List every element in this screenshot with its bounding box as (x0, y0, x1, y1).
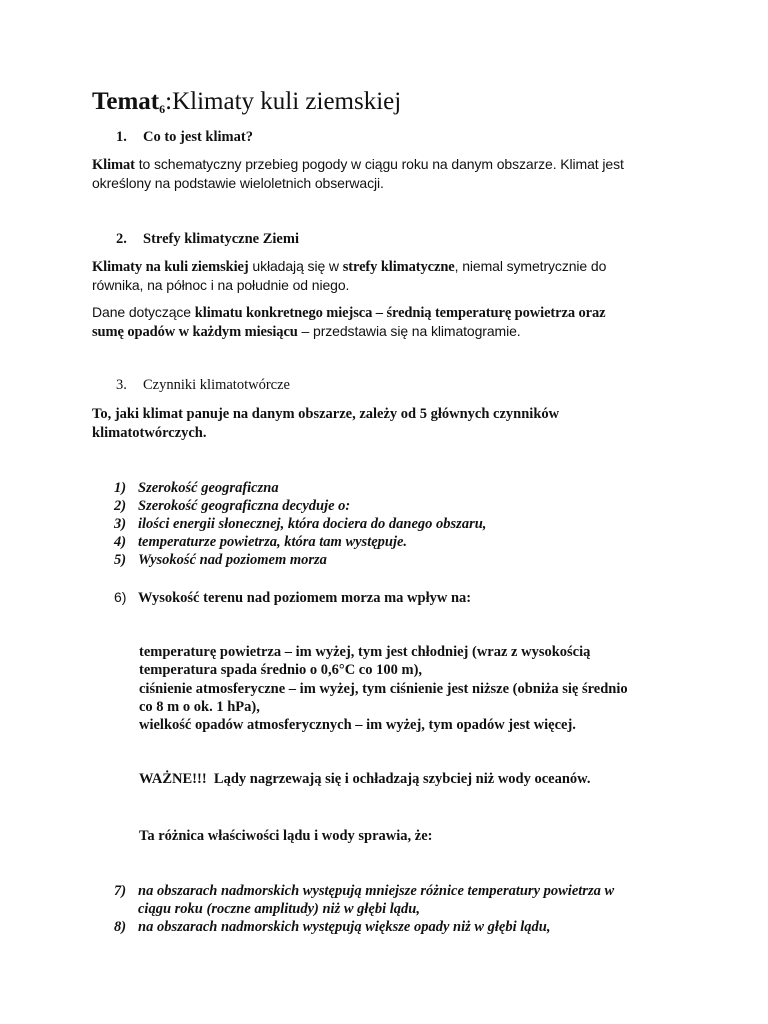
section-1-heading (116, 128, 253, 146)
text-fragment: – przedstawia się na klimatogramie. (297, 323, 521, 339)
page-title (92, 86, 401, 118)
precipitation-term: sumę opadów w każdym miesiącu (92, 324, 298, 340)
important-note: WAŻNE!!! Lądy nagrzewają się i ochładzają szybciej niż wody oceanów. (139, 771, 591, 787)
list-item (114, 551, 327, 569)
section-2-paragraph-1-line-1 (92, 257, 606, 276)
title-subscript: 6 (159, 102, 166, 116)
effect-line: ciśnienie atmosferyczne – im wyżej, tym ciśnienie jest niższe (obniża się średnio (139, 681, 628, 697)
section-2-paragraph-2-line-1 (92, 303, 605, 322)
list-item-text: Wysokość nad poziomem morza (138, 552, 327, 568)
list-item-continuation: ciągu roku (roczne amplitudy) niż w głębi lądu, (138, 901, 420, 917)
list-item-number: 6) (114, 589, 127, 605)
climate-zones-term: strefy klimatyczne (342, 259, 455, 275)
list-item (114, 882, 614, 900)
klimat-definition: to schematyczny przebieg pogody w ciągu roku na danym obszarze. Klimat jest (134, 156, 624, 172)
effect-line: wielkość opadów atmosferycznych – im wyżej, tym opadów jest więcej. (139, 717, 576, 733)
climate-place-term: klimatu konkretnego miejsca – średnią temperaturę powietrza oraz (194, 305, 606, 321)
list-item-text: na obszarach nadmorskich występują większe opady niż w głębi lądu, (138, 919, 551, 935)
section-2-paragraph-1-line-2: równika, na północ i na południe od niego. (92, 277, 350, 293)
list-item-text: na obszarach nadmorskich występują mniejsze różnice temperatury powietrza w (138, 883, 615, 899)
section-3-intro-line-2: klimatotwórczych. (92, 425, 207, 441)
list-item-6 (114, 588, 471, 607)
list-item-text: temperaturze powietrza, która tam występuje. (138, 534, 408, 550)
section-3-title: Czynniki klimatotwórcze (143, 377, 290, 393)
text-fragment: , niemal symetrycznie do (454, 258, 607, 274)
list-item-number: 4) (114, 534, 127, 550)
difference-statement: Ta różnica właściwości lądu i wody sprawia, że: (139, 828, 433, 844)
section-2-paragraph-2-line-2 (92, 322, 521, 341)
section-2-number: 2. (116, 231, 127, 247)
list-item (114, 533, 407, 551)
list-item-text: Wysokość terenu nad poziomem morza ma wpływ na: (138, 590, 472, 606)
effect-line: co 8 m o ok. 1 hPa), (139, 699, 260, 715)
title-bold: Temat (92, 88, 160, 115)
text-fragment: układają się w (248, 258, 343, 274)
list-item (114, 479, 279, 497)
list-item-text: ilości energii słonecznej, która dociera do danego obszaru, (138, 516, 487, 532)
section-3-heading (116, 376, 290, 394)
list-item-number: 1) (114, 480, 127, 496)
section-1-number: 1. (116, 129, 127, 145)
effect-line: temperatura spada średnio o 0,6°C co 100 m), (139, 662, 423, 678)
list-item (114, 918, 551, 936)
section-1-paragraph-line-1 (92, 155, 624, 174)
section-3-number: 3. (116, 377, 127, 393)
list-item-text: Szerokość geograficzna (138, 480, 279, 496)
text-fragment: Dane dotyczące (92, 304, 195, 320)
list-item-number: 8) (114, 919, 127, 935)
list-item-text: Szerokość geograficzna decyduje o: (138, 498, 351, 514)
list-item-number: 5) (114, 552, 127, 568)
list-item-number: 2) (114, 498, 127, 514)
list-item (114, 497, 350, 515)
effect-line: temperaturę powietrza – im wyżej, tym jest chłodniej (wraz z wysokością (139, 644, 591, 660)
list-item (114, 515, 486, 533)
section-3-intro-line-1: To, jaki klimat panuje na danym obszarze, zależy od 5 głównych czynników (92, 406, 560, 422)
climates-term: Klimaty na kuli ziemskiej (92, 259, 249, 275)
section-2-title: Strefy klimatyczne Ziemi (143, 231, 299, 247)
klimat-term: Klimat (92, 157, 135, 173)
list-item-number: 3) (114, 516, 127, 532)
section-1-title: Co to jest klimat? (143, 129, 253, 145)
section-1-paragraph-line-2: określony na podstawie wieloletnich obserwacji. (92, 175, 384, 191)
list-item-number: 7) (114, 883, 127, 899)
title-rest: :Klimaty kuli ziemskiej (165, 88, 402, 115)
section-2-heading (116, 230, 299, 248)
